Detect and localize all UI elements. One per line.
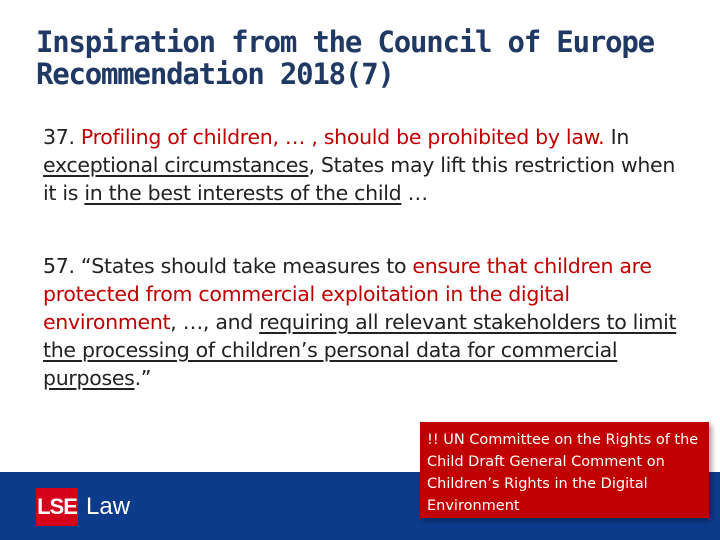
para37-in: In: [610, 125, 630, 149]
para37-profiling-text: Profiling of children, … , should be prohibited by law.: [80, 125, 605, 149]
para57-mid-text: , …, and: [170, 310, 253, 334]
lse-logo: LSE: [36, 488, 78, 526]
title-line-2: Recommendation 2018(7): [36, 57, 394, 91]
para37-best-interests: in the best interests of the child: [84, 181, 402, 205]
para57-protection-text: ensure that children are protected from commercial exploitation in the digital environment: [43, 254, 652, 334]
para57-stakeholders-text: requiring all relevant stakeholders to limit the processing of children’s personal data for commercial purposes: [43, 310, 677, 390]
para37-exceptional-circumstances: exceptional circumstances: [43, 153, 309, 177]
un-committee-callout: [420, 422, 709, 518]
slide-title: [36, 26, 696, 90]
paragraph-37: [43, 123, 693, 207]
para57-start: 57. “States should take measures to: [43, 254, 407, 278]
title-line-1: Inspiration from the Council of Europe: [36, 25, 654, 59]
para57-end: .”: [134, 366, 152, 390]
paragraph-57: [43, 252, 693, 392]
para37-number: 37.: [43, 125, 75, 149]
law-wordmark: Law: [86, 493, 131, 520]
para37-ellipsis: …: [407, 181, 428, 205]
callout-text: !! UN Committee on the Rights of the Child Draft General Comment on Children’s Rights in the Digital Environment: [427, 432, 699, 514]
para37-mid-text: , States may lift this restriction when it is: [43, 153, 676, 205]
